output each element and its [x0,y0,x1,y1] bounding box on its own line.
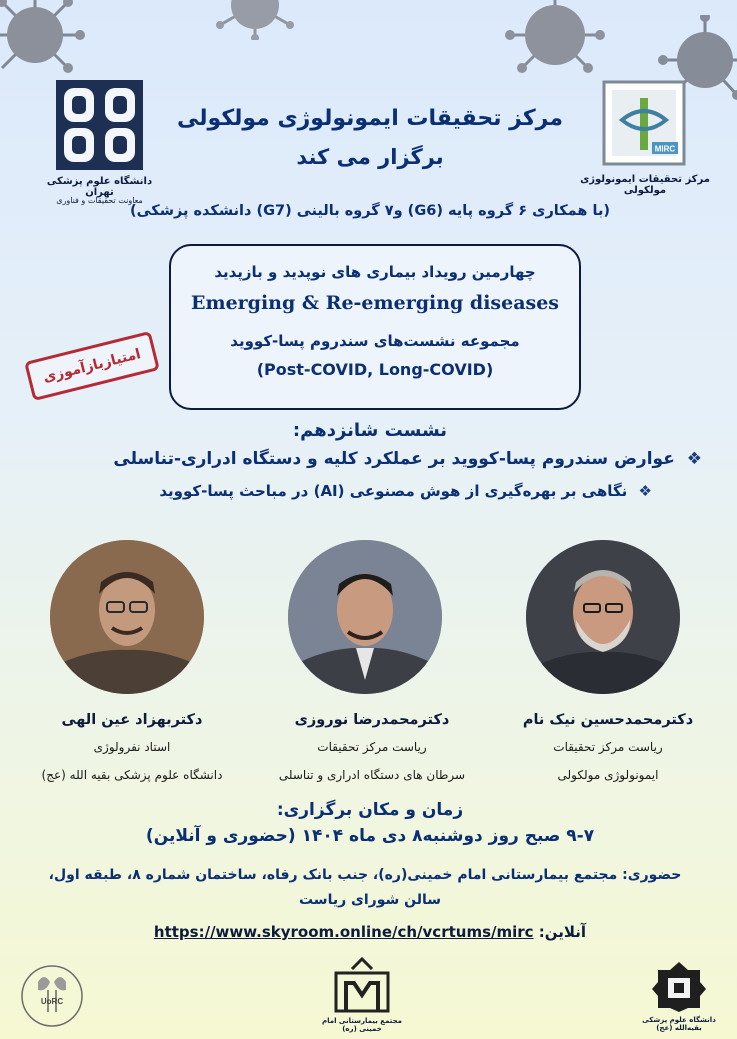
page-subtitle: برگزار می کند [296,145,444,169]
page-title: مرکز تحقیقات ایمونولوژی مولکولی [177,106,563,131]
uorc-logo [20,960,84,1032]
session-topic-1-text: عوارض سندروم پسا-کووید بر عملکرد کلیه و دستگاه ادراری-تناسلی [113,449,675,469]
baqiyatallah-logo [640,960,718,1035]
schedule-label: زمان و مکان برگزاری: [276,800,464,820]
cme-credit-stamp: امتیازبازآموزی [24,331,160,401]
mirc-logo-caption: مرکز تحقیقات ایمونولوژی مولکولی [580,174,710,196]
speaker-2-name: دکترمحمدرضا نوروزی [294,712,450,728]
virus-decoration-top [210,0,300,40]
mirc-badge-text: MIRC [654,144,676,154]
online-info [100,923,640,941]
collaboration-note: (با همکاری ۶ گروه پایه (G6) و۷ گروه بالینی (G7) دانشکده پزشکی) [129,203,611,219]
speaker-photo-2 [288,540,442,694]
virus-decoration-left [0,0,90,80]
speaker-portrait-icon [526,540,680,694]
imam-khomeini-emblem-icon [332,957,392,1013]
uorc-emblem-icon [20,960,84,1032]
event-info-box [169,244,581,410]
speaker-1-name: دکترمحمدحسین نیک نام [522,712,694,728]
speaker-3-title: استاد نفرولوژی [93,740,171,754]
speaker-portrait-icon [50,540,204,694]
speaker-2-title: ریاست مرکز تحقیقات [317,740,427,754]
speaker-2-affiliation: سرطان های دستگاه ادراری و تناسلی [278,768,466,782]
baqiyatallah-emblem-icon [650,960,708,1012]
speaker-photo-1 [526,540,680,694]
venue-address: حضوری: مجتمع بیمارستانی امام خمینی(ره)، جنب بانک رفاه، ساختمان شماره ۸، طبقه اول، [48,867,682,883]
speaker-1-title: ریاست مرکز تحقیقات [553,740,663,754]
session-topic-1 [30,449,702,469]
tums-logo-caption: دانشگاه علوم پزشکی تهران [46,176,153,198]
event-title-en: Emerging & Re-emerging diseases [190,292,560,314]
tums-emblem-icon [52,76,147,174]
online-link[interactable]: https://www.skyroom.online/ch/vcrtums/mirc [153,923,534,941]
event-title-fa: چهارمین رویداد بیماری های نوپدید و بازپدید [214,263,536,281]
baqiyatallah-caption: دانشگاه علوم پزشکی بقیه‌الله (عج) [642,1016,716,1032]
mirc-logo [580,80,710,196]
mirc-emblem-icon [602,80,686,166]
imam-khomeini-logo [312,957,412,1035]
speaker-photo-3 [50,540,204,694]
virus-decoration-top-right [500,0,610,80]
venue-room: سالن شورای ریاست [298,892,442,908]
session-topic-2-text: نگاهی بر بهره‌گیری از هوش مصنوعی (AI) در مباحث پسا-کووید [159,482,628,500]
imam-khomeini-caption: مجتمع بیمارستانی امام خمینی (ره) [322,1017,402,1033]
event-series-title: مجموعه نشست‌های سندروم پسا-کووید [230,332,520,350]
diamond-bullet-icon: ❖ [686,449,702,469]
speaker-1-affiliation: ایمونولوژی مولکولی [557,768,659,782]
online-label: آنلاین: [538,923,587,941]
session-label: نشست شانزدهم: [292,420,448,441]
event-series-subtitle: (Post-COVID, Long-COVID) [256,360,494,379]
uorc-logo-text: UoRC [40,997,64,1006]
speaker-3-name: دکتربهزاد عین الهی [61,712,203,728]
speaker-portrait-icon [288,540,442,694]
session-topic-2 [60,482,652,500]
diamond-bullet-icon: ❖ [638,482,652,500]
schedule-time: ۹-۷ صبح روز دوشنبه۸ دی ماه ۱۴۰۴ (حضوری و آنلاین) [145,826,595,846]
speaker-3-affiliation: دانشگاه علوم پزشکی بقیه الله (عج) [41,768,223,782]
tums-logo-subcaption: معاونت تحقیقات و فناوری [56,196,143,205]
